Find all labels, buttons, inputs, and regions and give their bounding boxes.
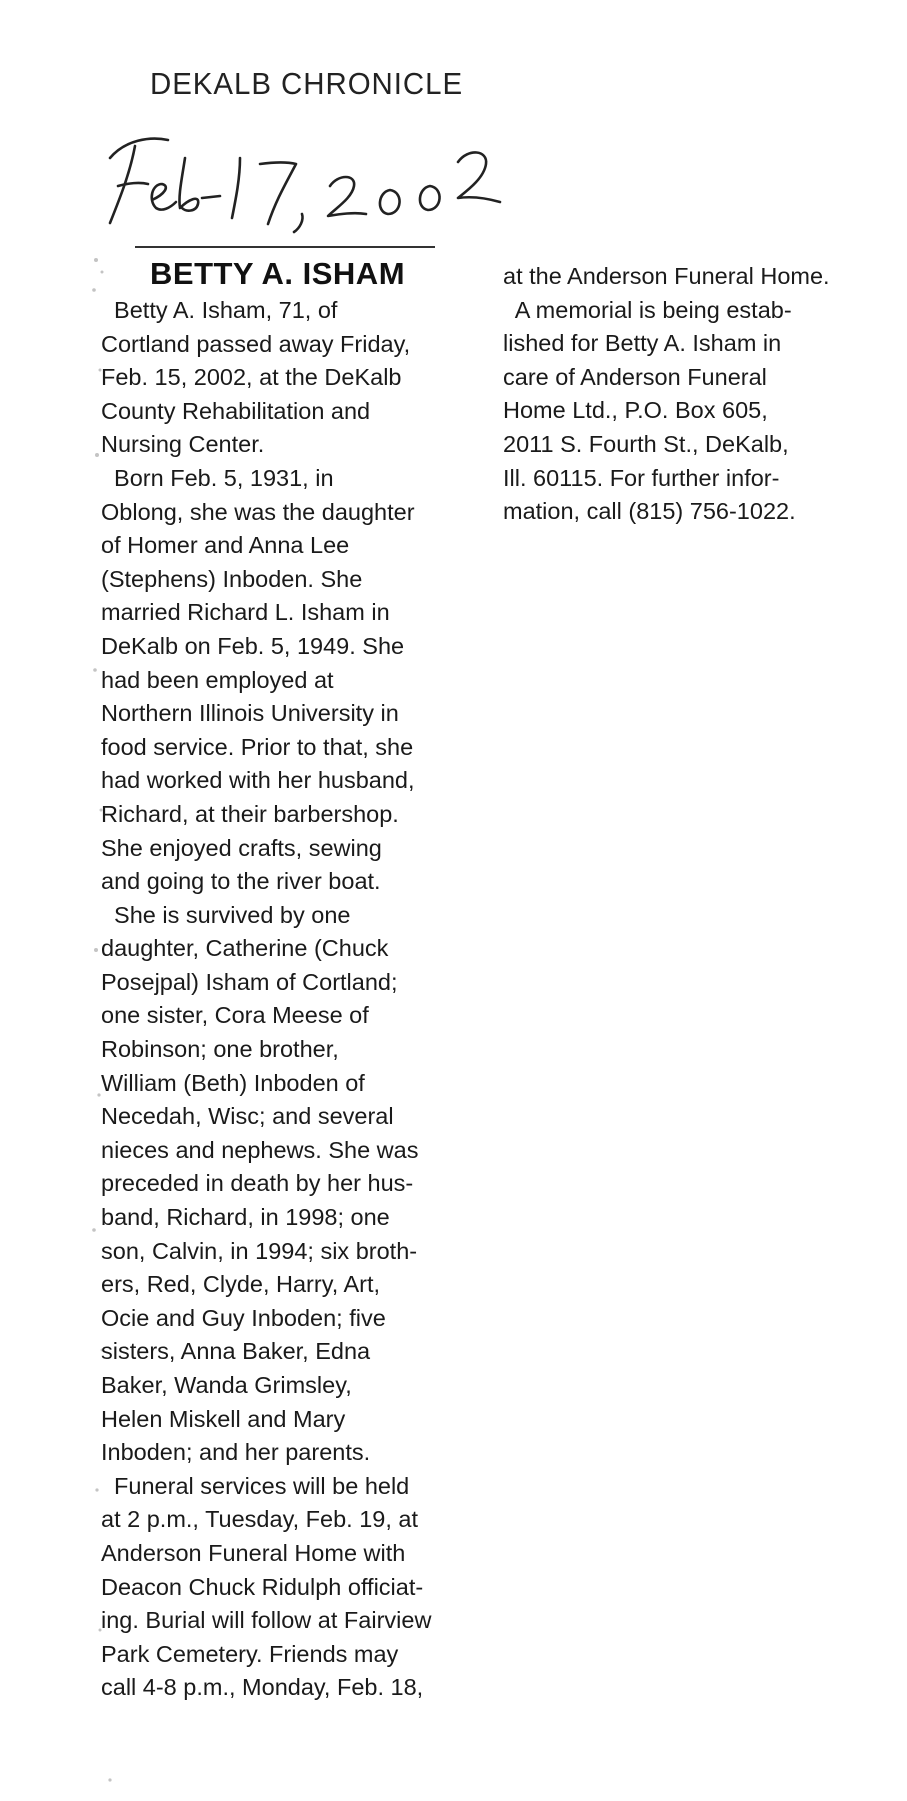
text-line: had worked with her husband, <box>101 767 415 794</box>
text-line: Ill. 60115. For further infor- <box>503 464 780 491</box>
text-line: mation, call (815) 756-1022. <box>503 498 796 525</box>
text-line: ers, Red, Clyde, Harry, Art, <box>101 1271 381 1298</box>
text-line: Posejpal) Isham of Cortland; <box>101 968 398 995</box>
obituary-right-column <box>503 260 893 529</box>
newspaper-masthead: DEKALB CHRONICLE <box>150 66 464 101</box>
text-line: Ocie and Guy Inboden; five <box>101 1304 386 1331</box>
text-line: son, Calvin, in 1994; six broth- <box>101 1237 418 1264</box>
text-line: one sister, Cora Meese of <box>101 1002 369 1029</box>
text-line: care of Anderson Funeral <box>503 363 767 390</box>
text-line: William (Beth) Inboden of <box>101 1069 365 1096</box>
text-line: Betty A. Isham, 71, of <box>101 297 338 323</box>
text-line: Necedah, Wisc; and several <box>101 1103 394 1130</box>
text-line: Funeral services will be held <box>101 1472 410 1499</box>
text-line: (Stephens) Inboden. She <box>101 565 363 592</box>
text-line: Oblong, she was the daughter <box>101 498 415 525</box>
text-line: at the Anderson Funeral Home. <box>503 263 830 289</box>
text-line: Deacon Chuck Ridulph officiat- <box>101 1573 424 1600</box>
text-line: food service. Prior to that, she <box>101 733 414 760</box>
text-line: DeKalb on Feb. 5, 1949. She <box>101 632 405 659</box>
text-line: at 2 p.m., Tuesday, Feb. 19, at <box>101 1506 418 1533</box>
text-line: Nursing Center. <box>101 431 265 458</box>
text-line: Cortland passed away Friday, <box>101 330 411 357</box>
text-line: Home Ltd., P.O. Box 605, <box>503 397 768 424</box>
text-line: Robinson; one brother, <box>101 1036 339 1063</box>
text-line: had been employed at <box>101 666 334 693</box>
text-line: daughter, Catherine (Chuck <box>101 935 389 962</box>
text-line: Inboden; and her parents. <box>101 1439 371 1466</box>
text-line: and going to the river boat. <box>101 868 381 895</box>
text-line: Feb. 15, 2002, at the DeKalb <box>101 364 402 391</box>
text-line: Baker, Wanda Grimsley, <box>101 1372 352 1398</box>
text-line: lished for Betty A. Isham in <box>503 330 782 357</box>
obituary-headline: BETTY A. ISHAM <box>150 256 406 291</box>
headline-rule <box>135 246 435 248</box>
handwritten-date <box>90 128 510 238</box>
text-line: sisters, Anna Baker, Edna <box>101 1338 371 1365</box>
text-line: of Homer and Anna Lee <box>101 532 350 559</box>
text-line: preceded in death by her hus- <box>101 1170 414 1197</box>
text-line: She enjoyed crafts, sewing <box>101 834 382 861</box>
text-line: Northern Illinois University in <box>101 700 399 727</box>
text-line: Helen Miskell and Mary <box>101 1405 346 1432</box>
text-line: She is survived by one <box>101 901 351 928</box>
text-line: Born Feb. 5, 1931, in <box>101 464 334 491</box>
text-line: 2011 S. Fourth St., DeKalb, <box>503 430 789 457</box>
text-line: Park Cemetery. Friends may <box>101 1640 399 1667</box>
text-line: County Rehabilitation and <box>101 397 371 424</box>
text-line: band, Richard, in 1998; one <box>101 1204 390 1231</box>
obituary-left-column <box>101 294 481 1705</box>
text-line: A memorial is being estab- <box>503 296 792 323</box>
text-line: ing. Burial will follow at Fairview <box>101 1607 432 1634</box>
text-line: Richard, at their barbershop. <box>101 800 399 827</box>
text-line: Anderson Funeral Home with <box>101 1539 406 1566</box>
text-line: call 4-8 p.m., Monday, Feb. 18, <box>101 1674 424 1701</box>
text-line: married Richard L. Isham in <box>101 599 390 626</box>
text-line: nieces and nephews. She was <box>101 1136 419 1163</box>
